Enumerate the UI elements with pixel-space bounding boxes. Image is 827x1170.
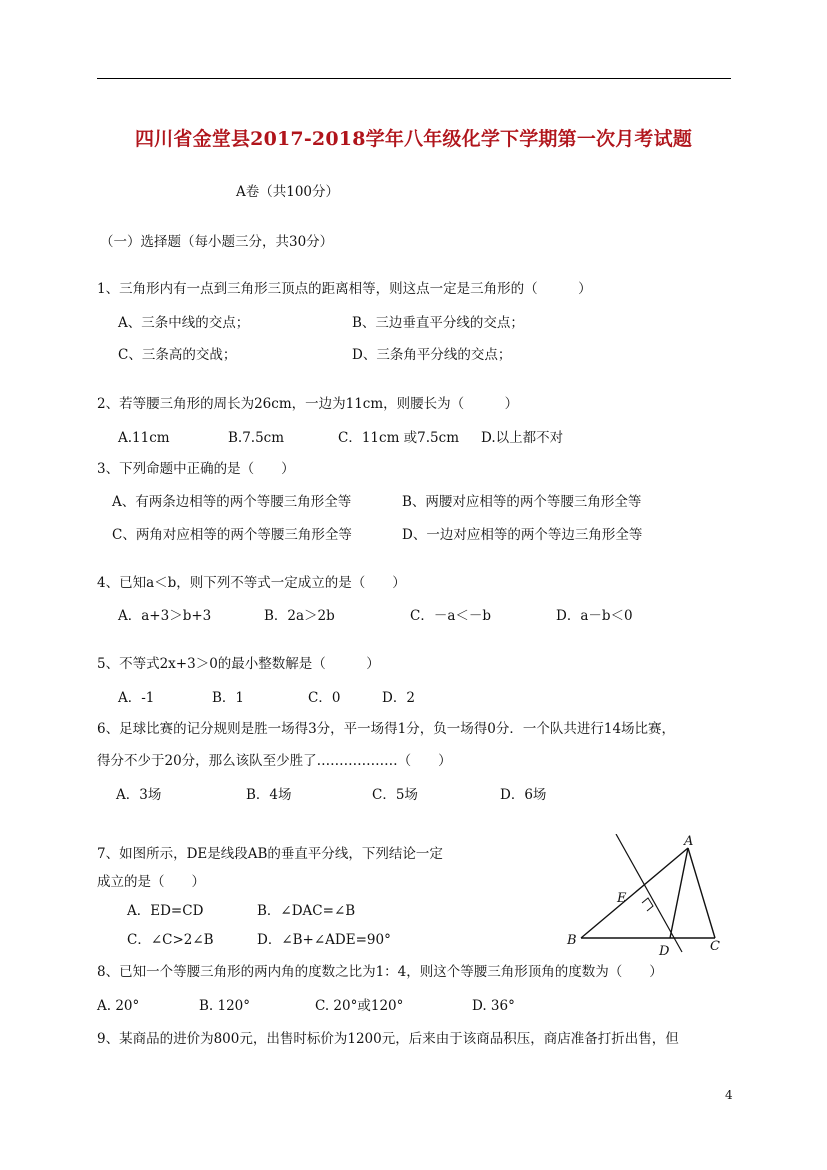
page-title: 四川省金堂县2017-2018学年八年级化学下学期第一次月考试题 — [134, 128, 693, 150]
question-1-option-a: A、三条中线的交点； — [118, 315, 250, 331]
label-d: D — [659, 944, 670, 956]
question-3-option-d: D、一边对应相等的两个等边三角形全等 — [402, 527, 643, 543]
question-3-stem: 3、下列命题中正确的是（ ） — [97, 461, 295, 477]
question-8-stem: 8、已知一个等腰三角形的两内角的度数之比为1：4，则这个等腰三角形顶角的度数为（ ） — [97, 964, 663, 980]
triangle-figure — [560, 834, 732, 956]
header-rule — [97, 78, 731, 79]
question-4-stem: 4、已知a＜b，则下列不等式一定成立的是（ ） — [97, 575, 406, 591]
question-2-option-c: C．11cm 或7.5cm — [338, 430, 459, 446]
segment-ac — [688, 848, 715, 938]
question-1-option-c: C、三条高的交战； — [118, 347, 237, 363]
question-6-option-d: D．6场 — [500, 787, 547, 803]
question-1-stem: 1、三角形内有一点到三角形三顶点的距离相等，则这点一定是三角形的（ ） — [97, 281, 592, 297]
question-1-option-d: D、三条角平分线的交点； — [352, 347, 512, 363]
question-7-option-a: A．ED=CD — [127, 903, 204, 919]
question-7-option-d: D．∠B+∠ADE=90° — [257, 932, 391, 948]
question-7-option-c: C．∠C>2∠B — [127, 932, 214, 948]
question-4-option-c: C．－a＜－b — [410, 608, 492, 624]
question-5-option-c: C．0 — [308, 690, 341, 706]
question-6-stem-line-2: 得分不少于20分，那么该队至少胜了………………（ ） — [97, 753, 452, 769]
question-2-stem: 2、若等腰三角形的周长为26cm，一边为11cm，则腰长为（ ） — [97, 396, 519, 412]
question-4-option-a: A．a+3＞b+3 — [118, 608, 212, 624]
right-angle-marker — [642, 898, 653, 911]
question-5-option-d: D．2 — [382, 690, 415, 706]
question-4-option-b: B．2a＞2b — [264, 608, 335, 624]
question-2-option-b: B.7.5cm — [228, 430, 285, 446]
question-1-option-b: B、三边垂直平分线的交点； — [352, 315, 524, 331]
question-6-option-b: B．4场 — [246, 787, 292, 803]
label-c: C — [710, 939, 720, 954]
segment-ba — [581, 848, 688, 938]
page-number: 4 — [725, 1088, 733, 1102]
section-heading: A卷（共100分） — [236, 184, 340, 200]
question-6-option-c: C．5场 — [372, 787, 418, 803]
question-5-option-b: B．1 — [212, 690, 245, 706]
label-b: B — [567, 933, 577, 948]
question-5-option-a: A．-1 — [118, 690, 155, 706]
question-2-option-d: D.以上都不对 — [481, 430, 564, 446]
question-6-option-a: A．3场 — [116, 787, 162, 803]
question-7-stem-line-1: 7、如图所示，DE是线段AB的垂直平分线，下列结论一定 — [97, 846, 443, 862]
question-8-option-a: A. 20° — [97, 998, 140, 1014]
label-e: E — [617, 891, 627, 906]
question-9-stem: 9、某商品的进价为800元，出售时标价为1200元，后来由于该商品积压，商店准备打折出售，但 — [97, 1031, 679, 1047]
question-4-option-d: D．a－b＜0 — [556, 608, 633, 624]
question-2-option-a: A.11cm — [118, 430, 170, 446]
question-8-option-c: C. 20°或120° — [315, 998, 404, 1014]
question-3-option-c: C、两角对应相等的两个等腰三角形全等 — [112, 527, 352, 543]
question-8-option-d: D. 36° — [472, 998, 515, 1014]
question-5-stem: 5、不等式2x+3＞0的最小整数解是（ ） — [97, 656, 380, 672]
question-7-stem-line-2: 成立的是（ ） — [97, 874, 205, 890]
question-3-option-b: B、两腰对应相等的两个等腰三角形全等 — [402, 494, 642, 510]
question-3-option-a: A、有两条边相等的两个等腰三角形全等 — [112, 494, 352, 510]
part-heading: （一）选择题（每小题三分，共30分） — [100, 234, 334, 250]
label-a: A — [684, 834, 694, 849]
question-7-option-b: B．∠DAC=∠B — [257, 903, 356, 919]
question-8-option-b: B. 120° — [199, 998, 251, 1014]
question-6-stem-line-1: 6、足球比赛的记分规则是胜一场得3分，平一场得1分，负一场得0分．一个队共进行14场比赛， — [97, 721, 676, 737]
